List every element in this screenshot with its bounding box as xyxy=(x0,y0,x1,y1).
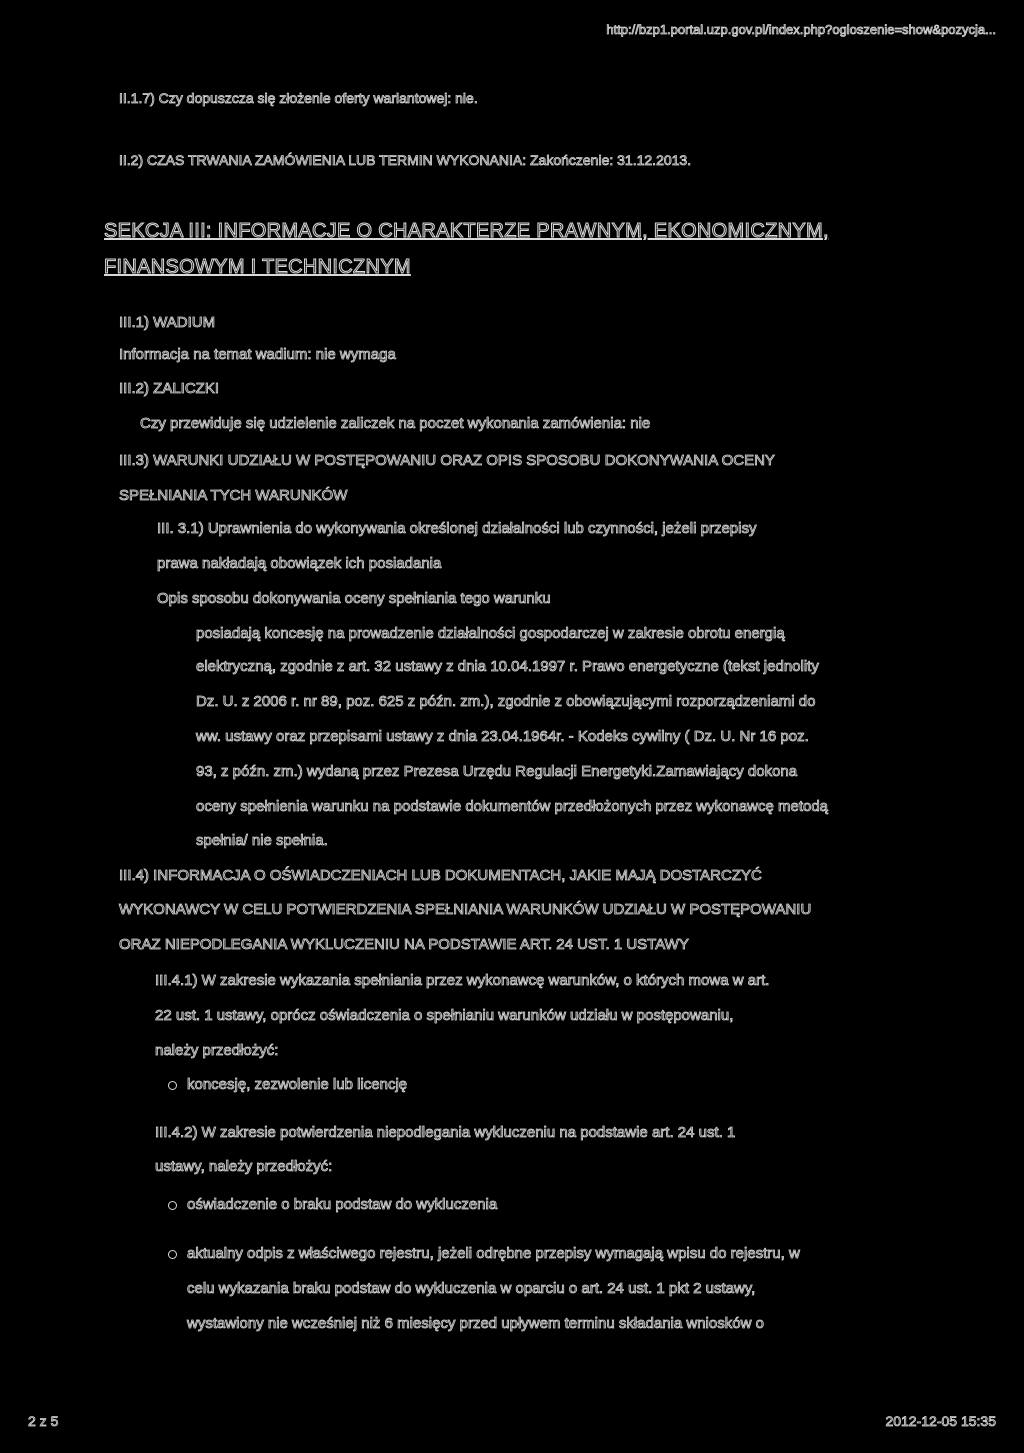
condition-line: 93, z późn. zm.) wydaną przez Prezesa Urzędu Regulacji Energetyki.Zamawiający dokona xyxy=(196,763,798,780)
section-title-line-2: FINANSOWYM I TECHNICZNYM xyxy=(104,256,411,278)
header-url: http://bzp1.portal.uzp.gov.pl/index.php?ogloszenie=show&pozycja... xyxy=(606,22,996,37)
list-item-text: wystawiony nie wcześniej niż 6 miesięcy przed upływem terminu składania wniosków o xyxy=(187,1315,764,1332)
condition-line: oceny spełnienia warunku na podstawie dokumentów przedłożonych przez wykonawcę metodą xyxy=(196,798,829,815)
list-item-text: aktualny odpis z właściwego rejestru, jeżeli odrębne przepisy wymagają wpisu do rejestru, w xyxy=(187,1245,800,1262)
heading-iii-3-line-1: III.3) WARUNKI UDZIAŁU W POSTĘPOWANIU ORAZ OPIS SPOSOBU DOKONYWANIA OCENY xyxy=(119,452,775,469)
line-ii-2: II.2) CZAS TRWANIA ZAMÓWIENIA LUB TERMIN WYKONANIA: Zakończenie: 31.12.2013. xyxy=(119,152,692,168)
wadium-info: Informacja na temat wadium: nie wymaga xyxy=(119,346,396,363)
heading-iii-3-line-2: SPEŁNIANIA TYCH WARUNKÓW xyxy=(119,487,348,504)
heading-iii-4-2-line-1: III.4.2) W zakresie potwierdzenia niepodlegania wykluczeniu na podstawie art. 24 ust. 1 xyxy=(155,1124,736,1141)
heading-iii-4-1-line-1: III.4.1) W zakresie wykazania spełniania przez wykonawcę warunków, o których mowa w art. xyxy=(155,972,770,989)
heading-iii-1: III.1) WADIUM xyxy=(119,314,216,331)
condition-line: Dz. U. z 2006 r. nr 89, poz. 625 z późn. zm.), zgodnie z obowiązującymi rozporządzeniami do xyxy=(196,693,816,710)
heading-iii-3-1-line-2: prawa nakładają obowiązek ich posiadania xyxy=(157,555,442,572)
list-item-text: koncesję, zezwolenie lub licencję xyxy=(187,1076,408,1093)
heading-iii-4-1-line-3: należy przedłożyć: xyxy=(155,1042,279,1059)
heading-iii-4-1-line-2: 22 ust. 1 ustawy, oprócz oświadczenia o spełnianiu warunków udziału w postępowaniu, xyxy=(155,1007,734,1024)
zaliczki-info: Czy przewiduje się udzielenie zaliczek na poczet wykonania zamówienia: nie xyxy=(140,415,651,432)
heading-iii-3-1-line-1: III. 3.1) Uprawnienia do wykonywania określonej działalności lub czynności, jeżeli przepisy xyxy=(157,520,757,537)
list-item-text: celu wykazania braku podstaw do wykluczenia w oparciu o art. 24 ust. 1 pkt 2 ustawy, xyxy=(187,1280,756,1297)
evaluation-method-label: Opis sposobu dokonywania oceny spełniania tego warunku xyxy=(157,590,551,607)
bullet-circle-icon xyxy=(168,1201,177,1210)
section-title-line-1: SEKCJA III: INFORMACJE O CHARAKTERZE PRAWNYM, EKONOMICZNYM, xyxy=(104,220,829,242)
condition-line: elektryczną, zgodnie z art. 32 ustawy z dnia 10.04.1997 r. Prawo energetyczne (tekst jednolity xyxy=(196,658,819,675)
print-datetime: 2012-12-05 15:35 xyxy=(885,1413,996,1429)
bullet-circle-icon xyxy=(168,1250,177,1259)
heading-iii-4-2-line-2: ustawy, należy przedłożyć: xyxy=(155,1158,333,1175)
heading-iii-2: III.2) ZALICZKI xyxy=(119,380,220,397)
condition-line: posiadają koncesję na prowadzenie działalności gospodarczej w zakresie obrotu energią xyxy=(196,625,785,642)
heading-iii-4-line-3: ORAZ NIEPODLEGANIA WYKLUCZENIU NA PODSTAWIE ART. 24 UST. 1 USTAWY xyxy=(119,936,689,953)
list-item-text: oświadczenie o braku podstaw do wykluczenia xyxy=(187,1196,498,1213)
condition-line: spełnia/ nie spełnia. xyxy=(196,832,328,849)
heading-iii-4-line-2: WYKONAWCY W CELU POTWIERDZENIA SPEŁNIANIA WARUNKÓW UDZIAŁU W POSTĘPOWANIU xyxy=(119,901,812,918)
condition-line: ww. ustawy oraz przepisami ustawy z dnia 23.04.1964r. - Kodeks cywilny ( Dz. U. Nr 16 poz. xyxy=(196,728,809,745)
bullet-circle-icon xyxy=(168,1081,177,1090)
heading-iii-4-line-1: III.4) INFORMACJA O OŚWIADCZENIACH LUB DOKUMENTACH, JAKIE MAJĄ DOSTARCZYĆ xyxy=(119,867,762,884)
page-number: 2 z 5 xyxy=(28,1413,59,1429)
line-ii-1-7: II.1.7) Czy dopuszcza się złożenie oferty wariantowej: nie. xyxy=(119,90,478,106)
